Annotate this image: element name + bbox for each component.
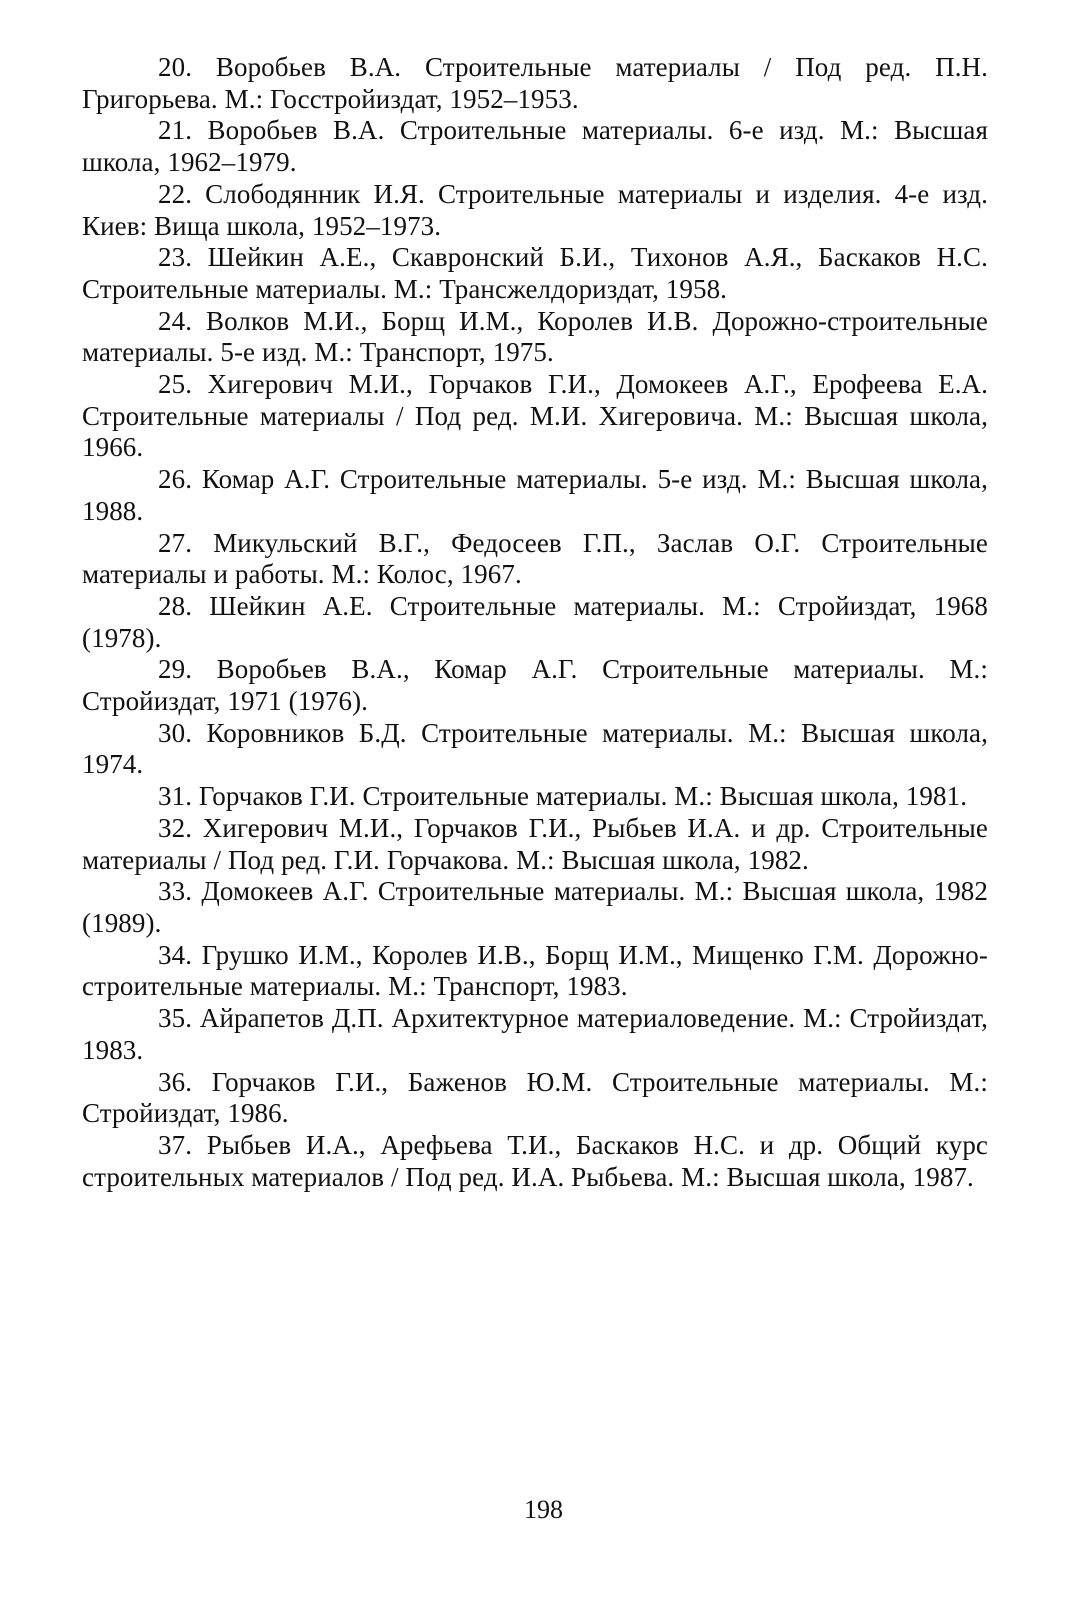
reference-entry: 26. Комар А.Г. Строительные материалы. 5-е изд. М.: Высшая школа, 1988. xyxy=(82,464,988,526)
reference-entry: 35. Айрапетов Д.П. Архитектурное материаловедение. М.: Стройиздат, 1983. xyxy=(82,1003,988,1065)
reference-entry: 22. Слободянник И.Я. Строительные материалы и изделия. 4-е изд. Киев: Вища школа, 1952–1973. xyxy=(82,178,988,241)
reference-entry: 34. Грушко И.М., Королев И.В., Борщ И.М., Мищенко Г.М. Дорожно-строительные материалы. М.: Транспорт, 1983. xyxy=(82,939,988,1002)
reference-entry: 23. Шейкин А.Е., Скавронский Б.И., Тихонов А.Я., Баскаков Н.С. Строительные материалы. М.: Трансжелдориздат, 1958. xyxy=(82,242,988,304)
reference-entry: 27. Микульский В.Г., Федосеев Г.П., Заслав О.Г. Строительные материалы и работы. М.: Колос, 1967. xyxy=(82,527,988,590)
reference-entry: 25. Хигерович М.И., Горчаков Г.И., Домокеев А.Г., Ерофеева Е.А. Строительные материалы / Под ред. М.И. Хигеровича. М.: Высшая школа, 1966. xyxy=(82,369,988,463)
reference-entry: 36. Горчаков Г.И., Баженов Ю.М. Строительные материалы. М.: Стройиздат, 1986. xyxy=(82,1066,988,1129)
reference-entry: 21. Воробьев В.А. Строительные материалы. 6-е изд. М.: Высшая школа, 1962–1979. xyxy=(82,115,988,178)
reference-entry: 37. Рыбьев И.А., Арефьева Т.И., Баскаков Н.С. и др. Общий курс строительных материалов / Под ред. И.А. Рыбьева. М.: Высшая школа, 1987. xyxy=(82,1129,988,1192)
reference-list xyxy=(82,52,988,1193)
page-number: 198 xyxy=(524,1495,563,1524)
reference-entry: 30. Коровников Б.Д. Строительные материалы. М.: Высшая школа, 1974. xyxy=(82,717,988,780)
reference-entry: 32. Хигерович М.И., Горчаков Г.И., Рыбьев И.А. и др. Строительные материалы / Под ред. Г.И. Горчакова. М.: Высшая школа, 1982. xyxy=(82,812,988,875)
reference-entry: 31. Горчаков Г.И. Строительные материалы. М.: Высшая школа, 1981. xyxy=(158,781,968,812)
reference-entry: 29. Воробьев В.А., Комар А.Г. Строительные материалы. М.: Стройиздат, 1971 (1976). xyxy=(82,654,988,717)
reference-entry: 33. Домокеев А.Г. Строительные материалы. М.: Высшая школа, 1982 (1989). xyxy=(82,876,988,938)
reference-entry: 24. Волков М.И., Борщ И.М., Королев И.В. Дорожно-строительные материалы. 5-е изд. М.: Транспорт, 1975. xyxy=(82,305,988,368)
reference-entry: 28. Шейкин А.Е. Строительные материалы. М.: Стройиздат, 1968 (1978). xyxy=(82,590,988,653)
reference-entry: 20. Воробьев В.А. Строительные материалы / Под ред. П.Н. Григорьева. М.: Госстройиздат, 1952–1953. xyxy=(82,52,988,114)
